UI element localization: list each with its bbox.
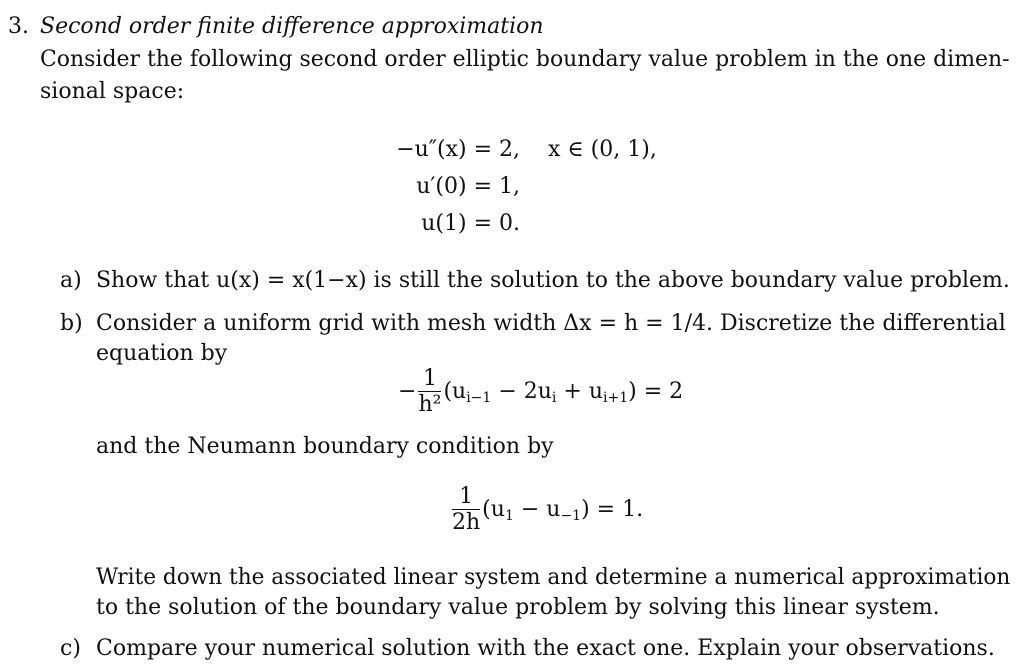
bvp-equation-2: u′(0) = 1, <box>416 174 520 199</box>
problem-number: 3. <box>8 14 29 39</box>
intro-line-2: sional space: <box>40 79 185 104</box>
bvp-equation-1: −u″(x) = 2, <box>396 137 520 162</box>
neumann-intro: and the Neumann boundary condition by <box>96 434 554 459</box>
intro-line-1: Consider the following second order elliptic boundary value problem in the one dimen- <box>40 47 1010 72</box>
part-b-line-2: equation by <box>96 341 228 366</box>
neu-fraction <box>452 484 480 536</box>
part-a-label: a) <box>60 268 82 293</box>
disc-body: $(u_{i-1} - 2u_i + u_{i+1}) = 2$ <box>443 378 684 406</box>
neu-numerator: 1 <box>452 484 480 510</box>
part-b-line-1: Consider a uniform grid with mesh width Δx = h = 1/4. Discretize the differential <box>96 311 1006 336</box>
disc-denominator: h² <box>418 392 442 418</box>
disc-fraction <box>418 366 441 418</box>
bvp-equation-3: u(1) = 0. <box>421 211 520 236</box>
disc-minus: − <box>398 378 417 404</box>
discretized-equation <box>398 366 683 418</box>
neumann-equation <box>450 484 643 536</box>
disc-numerator: 1 <box>418 366 441 392</box>
part-b-closing-1: Write down the associated linear system and determine a numerical approximation <box>96 565 1011 590</box>
part-c-text: Compare your numerical solution with the exact one. Explain your observations. <box>96 636 995 661</box>
neu-body: $(u_1 - u_{-1}) = 1$. <box>482 496 644 524</box>
part-b-closing-2: to the solution of the boundary value problem by solving this linear system. <box>96 595 940 620</box>
bvp-domain: x ∈ (0, 1), <box>548 137 657 162</box>
part-b-label: b) <box>60 311 83 336</box>
neu-denominator: 2h <box>452 510 481 536</box>
part-a-text: Show that u(x) = x(1−x) is still the solution to the above boundary value problem. <box>96 268 1010 293</box>
part-c-label: c) <box>60 636 81 661</box>
problem-title: Second order finite difference approximation <box>40 14 544 39</box>
